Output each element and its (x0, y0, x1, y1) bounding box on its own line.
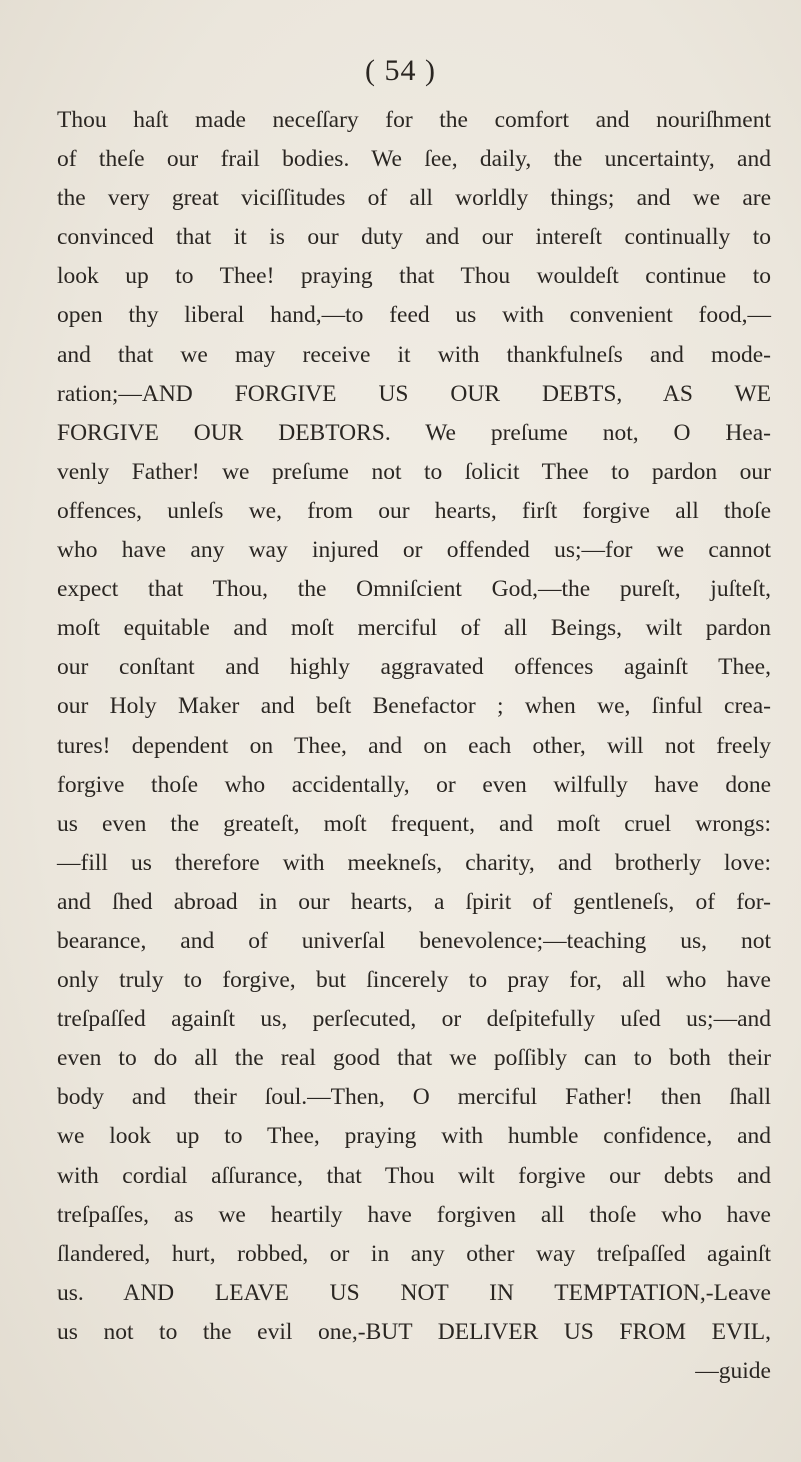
text-line: the very great viciſſitudes of all worldly things; and we are (57, 185, 771, 212)
body-text (57, 101, 771, 1391)
text-line: FORGIVE OUR DEBTORS. We preſume not, O Hea- (57, 419, 771, 446)
text-line: venly Father! we preſume not to ſolicit Thee to pardon our (57, 458, 771, 485)
text-line: treſpaſſed againſt us, perſecuted, or deſpitefully uſed us;—and (57, 1006, 771, 1033)
text-line: bearance, and of univerſal benevolence;—teaching us, not (57, 927, 771, 954)
text-line: ration;—AND FORGIVE US OUR DEBTS, AS WE (57, 380, 771, 407)
text-line: offences, unleſs we, from our hearts, firſt forgive all thoſe (57, 497, 771, 524)
text-line: even to do all the real good that we poſſibly can to both their (57, 1045, 771, 1072)
text-line: expect that Thou, the Omniſcient God,—the pureſt, juſteſt, (57, 576, 771, 603)
text-line: treſpaſſes, as we heartily have forgiven all thoſe who have (57, 1201, 771, 1228)
text-line: look up to Thee! praying that Thou wouldeſt continue to (57, 263, 771, 290)
text-line: us even the greateſt, moſt frequent, and moſt cruel wrongs: (57, 810, 771, 837)
text-line: our Holy Maker and beſt Benefactor ; when we, ſinful crea- (57, 693, 771, 720)
text-line: our conſtant and highly aggravated offences againſt Thee, (57, 654, 771, 681)
text-line: Thou haſt made neceſſary for the comfort and nouriſhment (57, 107, 771, 133)
text-line: moſt equitable and moſt merciful of all Beings, wilt pardon (57, 615, 771, 642)
text-line: open thy liberal hand,—to feed us with convenient food,— (57, 302, 771, 329)
text-line: only truly to forgive, but ſincerely to pray for, all who have (57, 967, 771, 994)
text-line: ſlandered, hurt, robbed, or in any other way treſpaſſed againſt (57, 1240, 771, 1267)
text-line: convinced that it is our duty and our intereſt continually to (57, 224, 771, 251)
text-line: us not to the evil one,-BUT DELIVER US FROM EVIL, (57, 1318, 771, 1345)
page-number: ( 54 ) (365, 54, 436, 87)
text-line: with cordial aſſurance, that Thou wilt forgive our debts and (57, 1162, 771, 1189)
text-line: forgive thoſe who accidentally, or even wilfully have done (57, 771, 771, 798)
text-line: of theſe our frail bodies. We ſee, daily, the uncertainty, and (57, 146, 771, 173)
text-line: who have any way injured or offended us;—for we cannot (57, 537, 771, 564)
text-line: tures! dependent on Thee, and on each other, will not freely (57, 732, 771, 759)
text-line: body and their ſoul.—Then, O merciful Father! then ſhall (57, 1084, 771, 1111)
text-line: —fill us therefore with meekneſs, charity, and brotherly love: (57, 849, 771, 876)
text-line: us. AND LEAVE US NOT IN TEMPTATION,-Leave (57, 1279, 771, 1306)
text-line: and ſhed abroad in our hearts, a ſpirit of gentleneſs, of for- (57, 888, 771, 915)
text-line: and that we may receive it with thankfulneſs and mode- (57, 341, 771, 368)
catchword: —guide (695, 1358, 771, 1384)
text-line: we look up to Thee, praying with humble confidence, and (57, 1123, 771, 1150)
